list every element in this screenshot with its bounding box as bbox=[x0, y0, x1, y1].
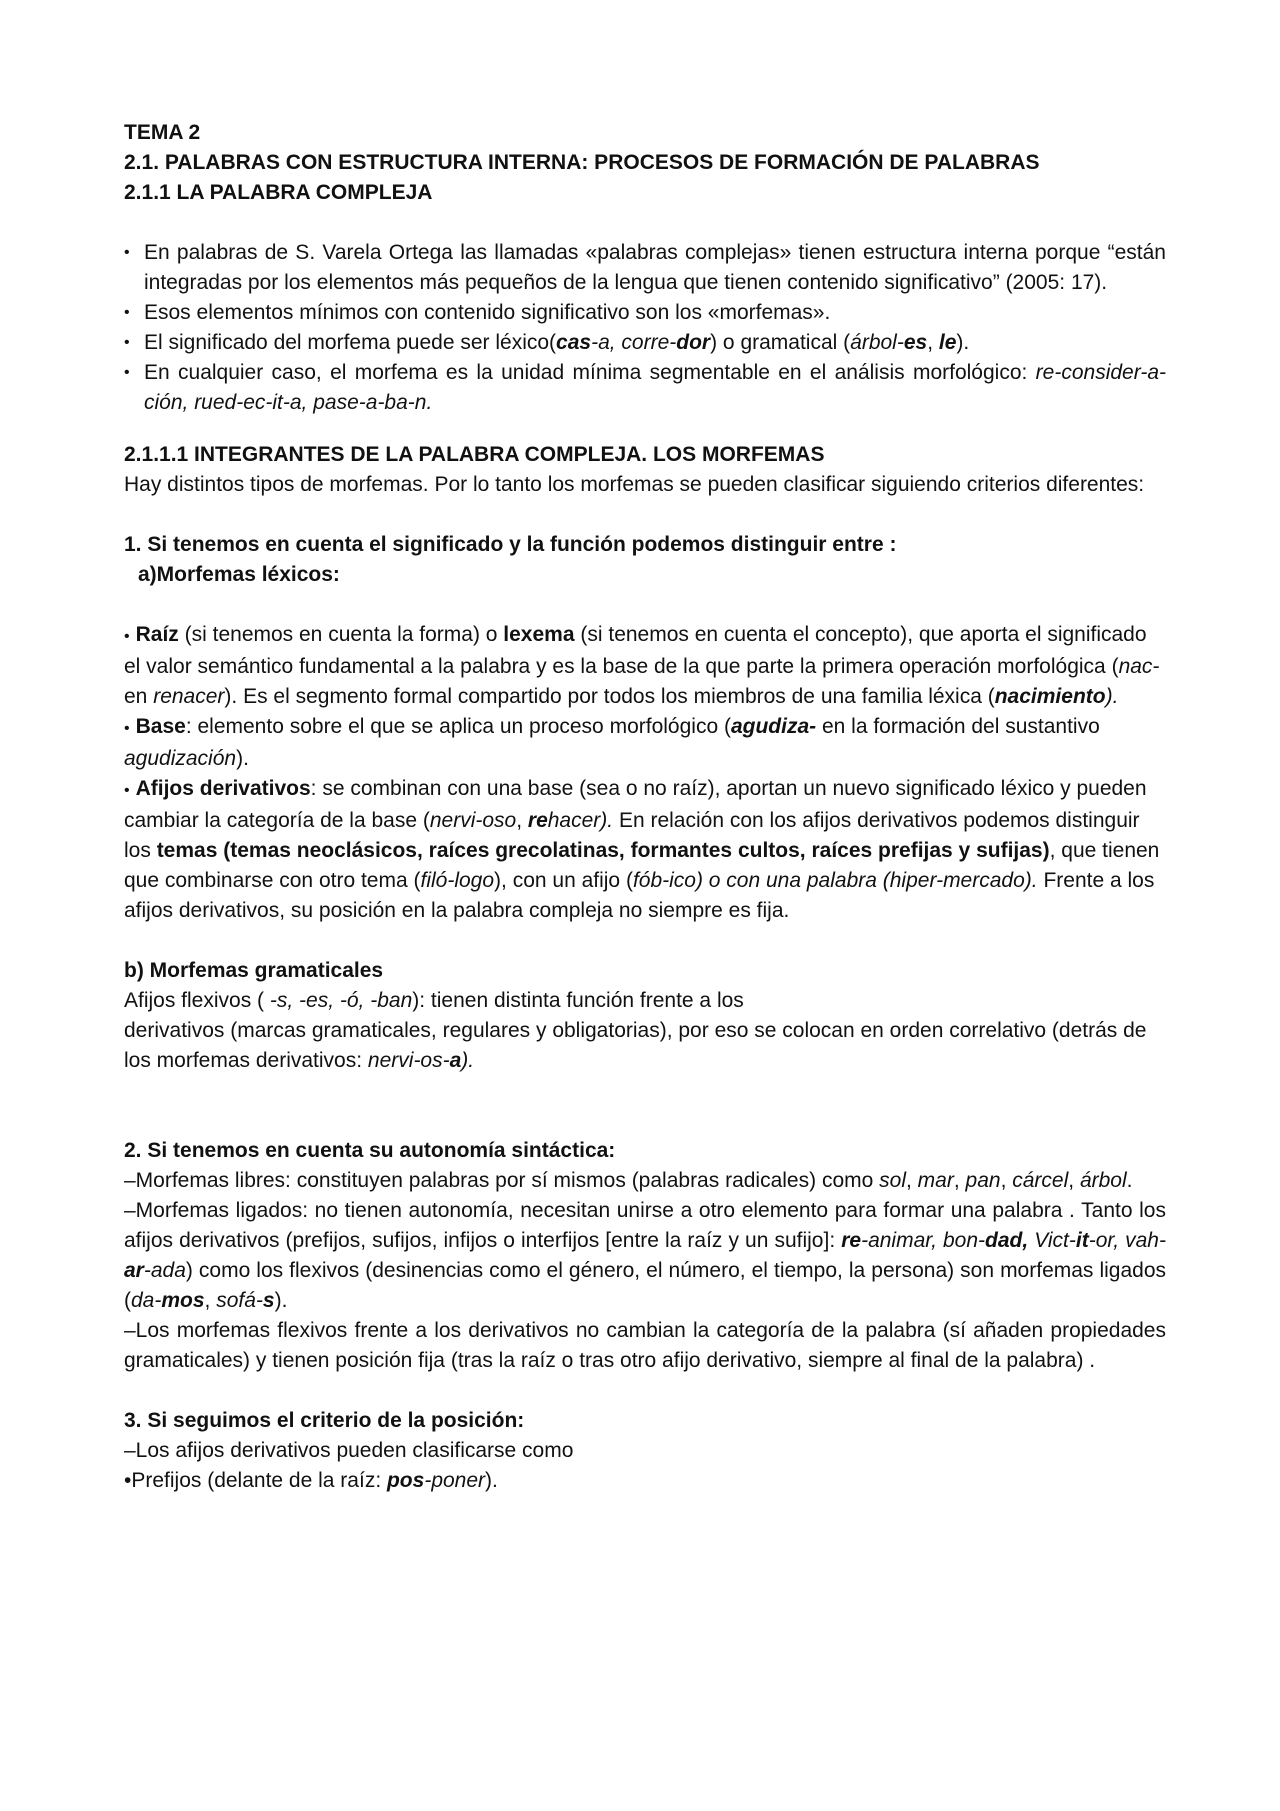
list-item: • En palabras de S. Varela Ortega las llamadas «palabras complejas» tienen estructura interna porque “están integradas por los elementos más pequeños de la lengua que tienen contenido significativo” (2005: 17). bbox=[124, 238, 1166, 298]
subsection-heading: 2.1.1 LA PALABRA COMPLEJA bbox=[124, 181, 433, 204]
section-heading: 2.1. PALABRAS CON ESTRUCTURA INTERNA: PROCESOS DE FORMACIÓN DE PALABRAS bbox=[124, 151, 1040, 174]
libres-paragraph: –Morfemas libres: constituyen palabras por sí mismos (palabras radicales) como sol, mar, pan, cárcel, árbol. bbox=[124, 1169, 1133, 1192]
prefijos-line: •Prefijos (delante de la raíz: pos-poner). bbox=[124, 1469, 498, 1492]
section-2111-title: 2.1.1.1 INTEGRANTES DE LA PALABRA COMPLEJA. LOS MORFEMAS bbox=[124, 443, 825, 466]
list-item: • El significado del morfema puede ser léxico(cas-a, corre-dor) o gramatical (árbol-es, le). bbox=[124, 328, 1166, 358]
section-2111-intro: Hay distintos tipos de morfemas. Por lo tanto los morfemas se pueden clasificar siguiendo criterios diferentes: bbox=[124, 473, 1145, 496]
raiz-paragraph: • Raíz (si tenemos en cuenta la forma) o lexema (si tenemos en cuenta el concepto), que aporta el significado el valor semántico fundamental a la palabra y es la base de la que parte la primera operación morfológica (nac- en renacer). Es el segmento formal compartido por todos los miembros de una familia léxica (nacimiento). bbox=[124, 623, 1160, 708]
criterion3-line1: –Los afijos derivativos pueden clasificarse como bbox=[124, 1439, 574, 1462]
gramaticales-line2: derivativos (marcas gramaticales, regulares y obligatorias), por eso se colocan en orden correlativo (detrás de los morfemas derivativos: nervi-os-a). bbox=[124, 1019, 1147, 1072]
document-page bbox=[124, 118, 1166, 1496]
criterion1-sub-b: b) Morfemas gramaticales bbox=[124, 959, 384, 982]
list-item: • En cualquier caso, el morfema es la unidad mínima segmentable en el análisis morfológico: re-consider-a-ción, rued-ec-it-a, pase-a-ba-n. bbox=[124, 358, 1166, 418]
afijos-paragraph: • Afijos derivativos: se combinan con una base (sea o no raíz), aportan un nuevo significado léxico y pueden cambiar la categoría de la base (nervi-oso, rehacer). En relación con los afijos derivativos podemos distinguir los temas (temas neoclásicos, raíces grecolatinas, formantes cultos, raíces prefijas y sufijas), que tienen que combinarse con otro tema (filó-logo), con un afijo (fób-ico) o con una palabra (hiper-mercado). Frente a los afijos derivativos, su posición en la palabra compleja no siempre es fija. bbox=[124, 777, 1160, 922]
criterion1-title: 1. Si tenemos en cuenta el significado y la función podemos distinguir entre : bbox=[124, 533, 897, 556]
flexivos-paragraph: –Los morfemas flexivos frente a los derivativos no cambian la categoría de la palabra (sí añaden propiedades gramaticales) y tienen posición fija (tras la raíz o tras otro afijo derivativo, siempre al final de la palabra) . bbox=[124, 1319, 1166, 1372]
base-paragraph: • Base: elemento sobre el que se aplica un proceso morfológico (agudiza- en la formación del sustantivo agudización). bbox=[124, 715, 1100, 770]
tema-heading: TEMA 2 bbox=[124, 121, 201, 144]
criterion3-title: 3. Si seguimos el criterio de la posición: bbox=[124, 1409, 525, 1432]
intro-bullet-list bbox=[124, 238, 1166, 418]
ligados-paragraph: –Morfemas ligados: no tienen autonomía, necesitan unirse a otro elemento para formar una palabra . Tanto los afijos derivativos (prefijos, sufijos, infijos o interfijos [entre la raíz y un sufijo]: re-animar, bon-dad, Vict-it-or, vah-ar-ada) como los flexivos (desinencias como el género, el número, el tiempo, la persona) son morfemas ligados (da-mos, sofá-s). bbox=[124, 1199, 1166, 1312]
criterion1-sub-a: a)Morfemas léxicos: bbox=[138, 563, 340, 586]
gramaticales-line1: Afijos flexivos ( -s, -es, -ó, -ban): tienen distinta función frente a los bbox=[124, 989, 744, 1012]
criterion2-title: 2. Si tenemos en cuenta su autonomía sintáctica: bbox=[124, 1139, 616, 1162]
list-item: • Esos elementos mínimos con contenido significativo son los «morfemas». bbox=[124, 298, 1166, 328]
